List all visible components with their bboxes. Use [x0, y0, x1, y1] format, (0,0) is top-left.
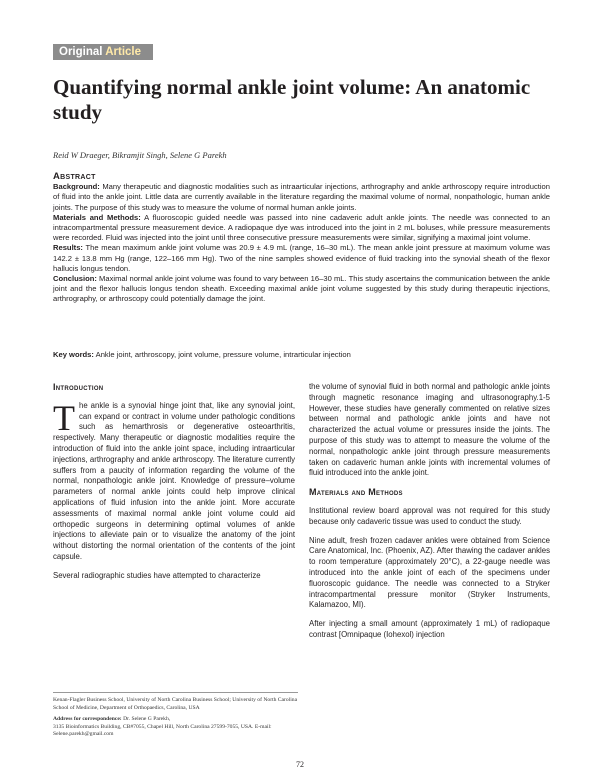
affiliation: Kenan-Flagler Business School, University of North Carolina Business School; University of North Carolina School of Medicine, Department of Orthopaedics, Carolina, USA [53, 697, 298, 711]
label-part1: Original [59, 46, 103, 58]
results-text: The mean maximum ankle joint volume was 20.9 ± 4.9 mL (range, 16–30 mL). The mean ankle joint pressure at maximum volume was 142.2 ± 13.8 mm Hg (range, 122–166 mm Hg). Two of the nine samples showed evidence of fluid tracking into the synovial sheath of the flexor hallucis longus tendon. [53, 243, 550, 273]
abstract [53, 172, 550, 305]
methods-paragraph-2: Nine adult, fresh frozen cadaver ankles were obtained from Science Care Anatomical, Inc. (Phoenix, AZ). After thawing the cadaver ankles to room temperature (approximately 20°C), a 22-gauge needle was introduced into the ankle joint of each of the specimens under fluoroscopic guidance. The needle was connected to a Stryker intracompartmental pressure monitor (Stryker Instruments, Kalamazoo, MI). [309, 535, 550, 610]
abstract-heading: Abstract [53, 171, 96, 182]
column-left [53, 382, 295, 590]
corr-address: 3135 Bioinformatics Building, CB#7055, Chapel Hill, North Carolina 27599-7055, USA. E-mail: Selene.parekh@gmail.com [53, 723, 272, 738]
corr-label: Address for correspondence: [53, 716, 122, 723]
intro-p1-text: he ankle is a synovial hinge joint that, like any synovial joint, can expand or contract in volume under pathologic conditions such as hemarthrosis or degenerative osteoarthritis, respectively. Many therapeutic or diagnostic modalities require the introduction of fluid into the ankle joint space, including intraarticular injections, arthrography and ankle arthroscopy. The literature currently suffers from a paucity of information regarding the volume of the normal, nonpathologic ankle joint. Knowledge of pressure–volume parameters of normal ankle joints could help improve clinical applications of fluid infusion into the ankle joint. More accurate assessments of maximal normal ankle joint volume could aid orthopedic surgeons in determining optimal volumes of ankle injections to alleviate pain or to visualize the anatomy of the joint without distorting the normal orientation of the contents of the joint capsule. [53, 400, 295, 561]
keywords-label: Key words: [53, 350, 94, 359]
methods-paragraph-1: Institutional review board approval was not required for this study because only cadaveric tissue was used to conduct the study. [309, 505, 550, 526]
background-text: Many therapeutic and diagnostic modalities such as intraarticular injections, arthrography and ankle arthroscopy require introduction of fluid into the ankle joint. Little data are currently available in the literature regarding the maximal volume of normal, nonpathologic, human ankle joints. The purpose of this study was to measure the volume of normal human ankle joints. [53, 182, 550, 212]
correspondence [53, 716, 298, 739]
label-part2: Article [105, 46, 142, 58]
methods-text: A fluoroscopic guided needle was passed into nine cadaveric adult ankle joints. The needle was connected to an intracompartmental pressure measurement device. A radiopaque dye was introduced into the joint in 2 mL boluses, while pressure measurements were recorded. Fluid was injected into the joint until three consecutive pressure measurements were similar, signifying a maximal joint volume. [53, 212, 550, 243]
authors: Reid W Draeger, Bikramjit Singh, Selene G Parekh [53, 150, 227, 160]
page-title: Quantifying normal ankle joint volume: An anatomic study [53, 75, 531, 124]
footnote [53, 692, 298, 743]
conclusion-label: Conclusion: [53, 274, 97, 284]
column-right [309, 382, 550, 649]
intro-heading: Introduction [53, 382, 104, 392]
intro-paragraph-3: the volume of synovial fluid in both normal and pathologic ankle joints through magnetic resonance imaging and ultrasonography.1-5 However, these studies have generally commented on relative sizes between normal and pathologic ankle joints and have not characterized the actual volume or pressures inside the joints. The purpose of this study was to attempt to measure the volume of the normal, nonpathologic ankle joint through pressure measurements taken on cadaveric human ankle joints with incremental volumes of fluid introduced into the ankle joint. [309, 382, 550, 478]
keywords-text: Ankle joint, arthroscopy, joint volume, pressure volume, intrarticular injection [95, 350, 351, 359]
methods-heading: Materials and Methods [309, 487, 403, 498]
results-label: Results: [53, 243, 83, 253]
background-label: Background: [53, 182, 100, 192]
abstract-methods [53, 213, 550, 244]
page-number: 72 [296, 760, 304, 769]
methods-paragraph-3: After injecting a small amount (approximately 1 mL) of radiopaque contrast [Omnipaque (Iohexol) injection [309, 619, 550, 639]
corr-name: Dr. Selene G Parekh, [123, 716, 171, 723]
abstract-conclusion [53, 274, 550, 305]
abstract-results [53, 243, 550, 274]
intro-paragraph-2: Several radiographic studies have attempted to characterize [53, 570, 261, 580]
keywords [53, 350, 550, 359]
abstract-background [53, 182, 550, 213]
methods-label: Materials and Methods: [53, 212, 141, 222]
intro-paragraph-1 [53, 397, 295, 563]
conclusion-text: Maximal normal ankle joint volume was found to vary between 16–30 mL. This study ascertains the communication between the ankle joint and the flexor hallucis longus tendon sheath. Exceeding maximal ankle joint volume suggested by this study during therapeutic injections, arthrography, or arthroscopy could potentially damage the joint. [53, 274, 550, 304]
article-type-label [53, 44, 153, 60]
drop-cap: T [53, 397, 75, 438]
